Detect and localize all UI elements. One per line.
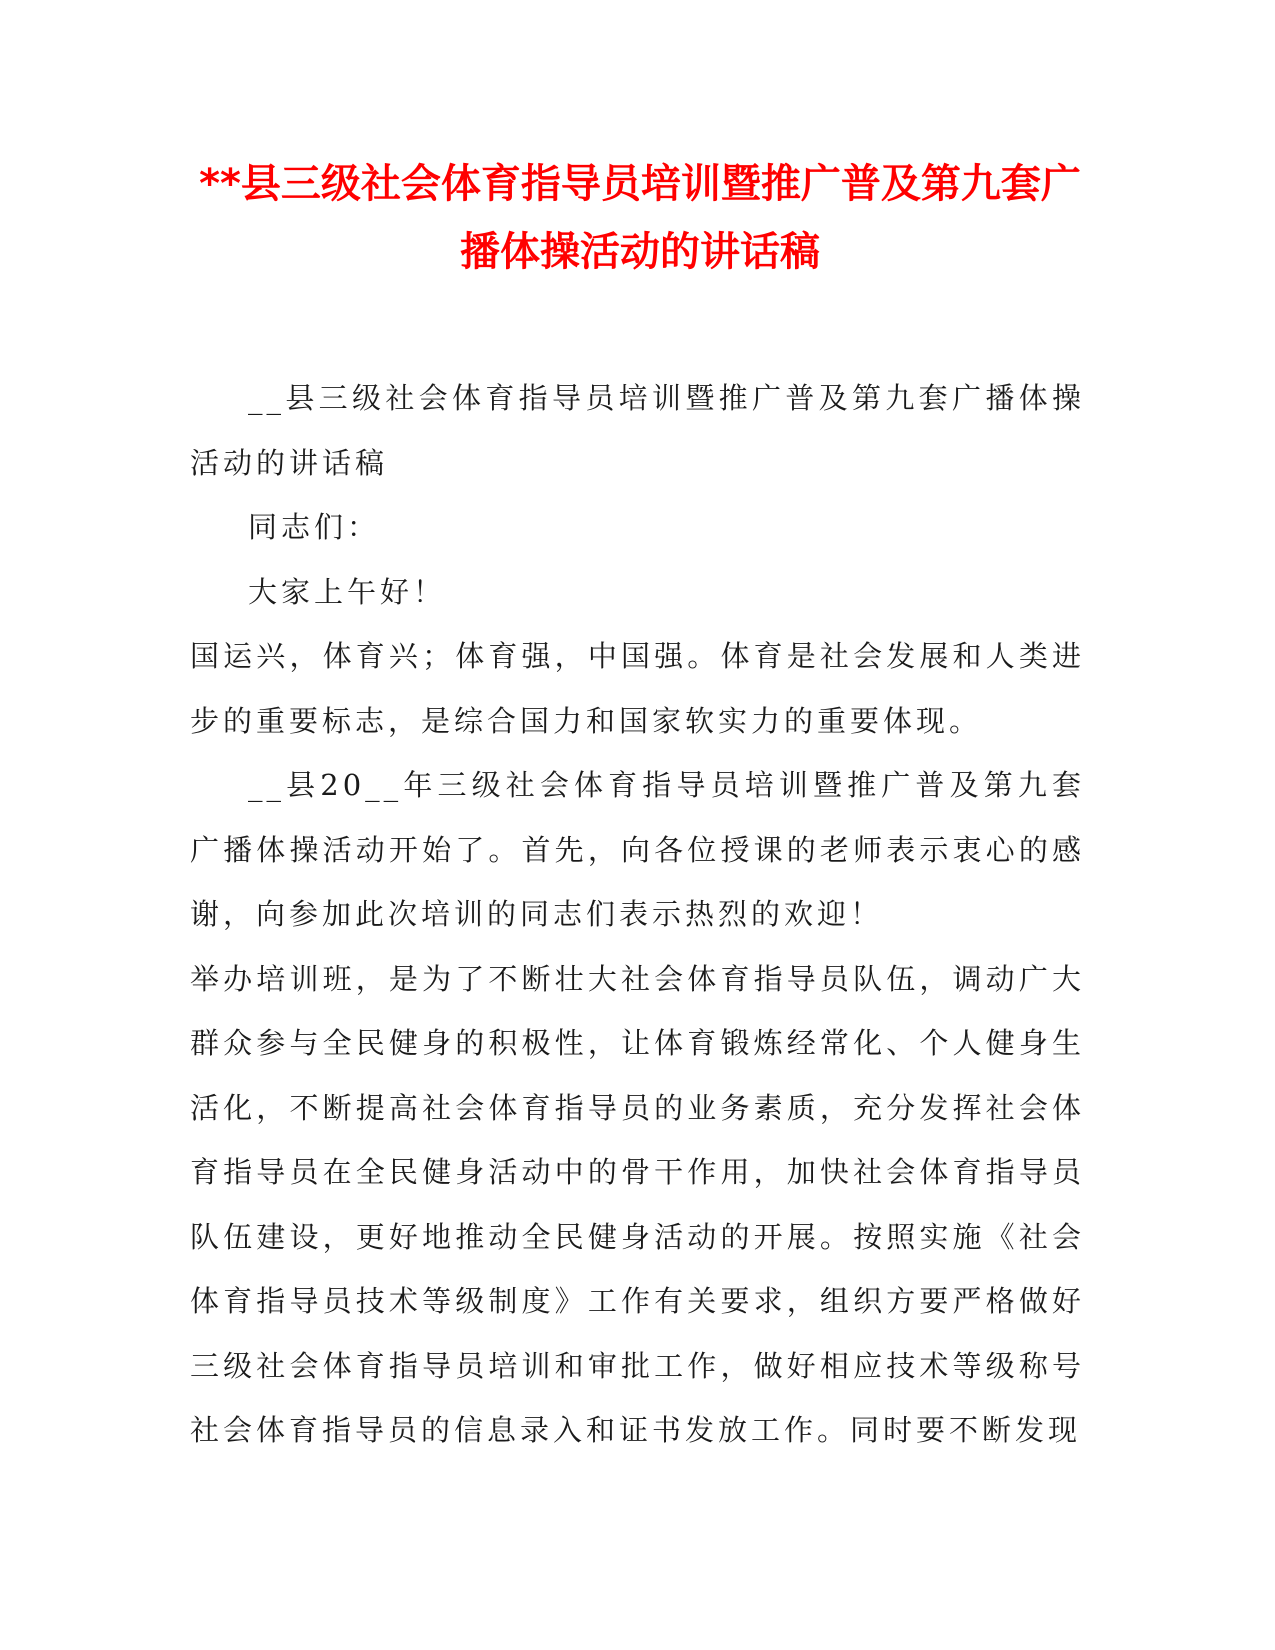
paragraph-heading: __县三级社会体育指导员培训暨推广普及第九套广播体操活动的讲话稿 <box>190 381 1085 480</box>
paragraph-intro: 国运兴，体育兴；体育强，中国强。体育是社会发展和人类进步的重要标志，是综合国力和国家软实力的重要体现。 <box>190 639 1085 738</box>
paragraph-greeting: 大家上午好！ <box>248 574 447 609</box>
document-body <box>190 366 1085 1463</box>
paragraph-salutation: 同志们： <box>248 510 381 544</box>
document-title: **县三级社会体育指导员培训暨推广普及第九套广播体操活动的讲话稿 <box>199 161 1081 275</box>
paragraph-purpose: 举办培训班，是为了不断壮大社会体育指导员队伍，调动广大群众参与全民健身的积极性，让体育锻炼经常化、个人健身生活化，不断提高社会体育指导员的业务素质，充分发挥社会体育指导员在全民健身活动中的骨干作用，加快社会体育指导员队伍建设，更好地推动全民健身活动的开展。按照实施《社会体育指导员技术等级制度》工作有关要求，组织方要严格做好三级社会体育指导员培训和审批工作，做好相应技术等级称号社会体育指导员的信息录入和证书发放工作。同时要不断发现 <box>190 961 1085 1447</box>
paragraph-opening: __县20__年三级社会体育指导员培训暨推广普及第九套广播体操活动开始了。首先，向各位授课的老师表示衷心的感谢，向参加此次培训的同志们表示热烈的欢迎！ <box>190 768 1085 931</box>
